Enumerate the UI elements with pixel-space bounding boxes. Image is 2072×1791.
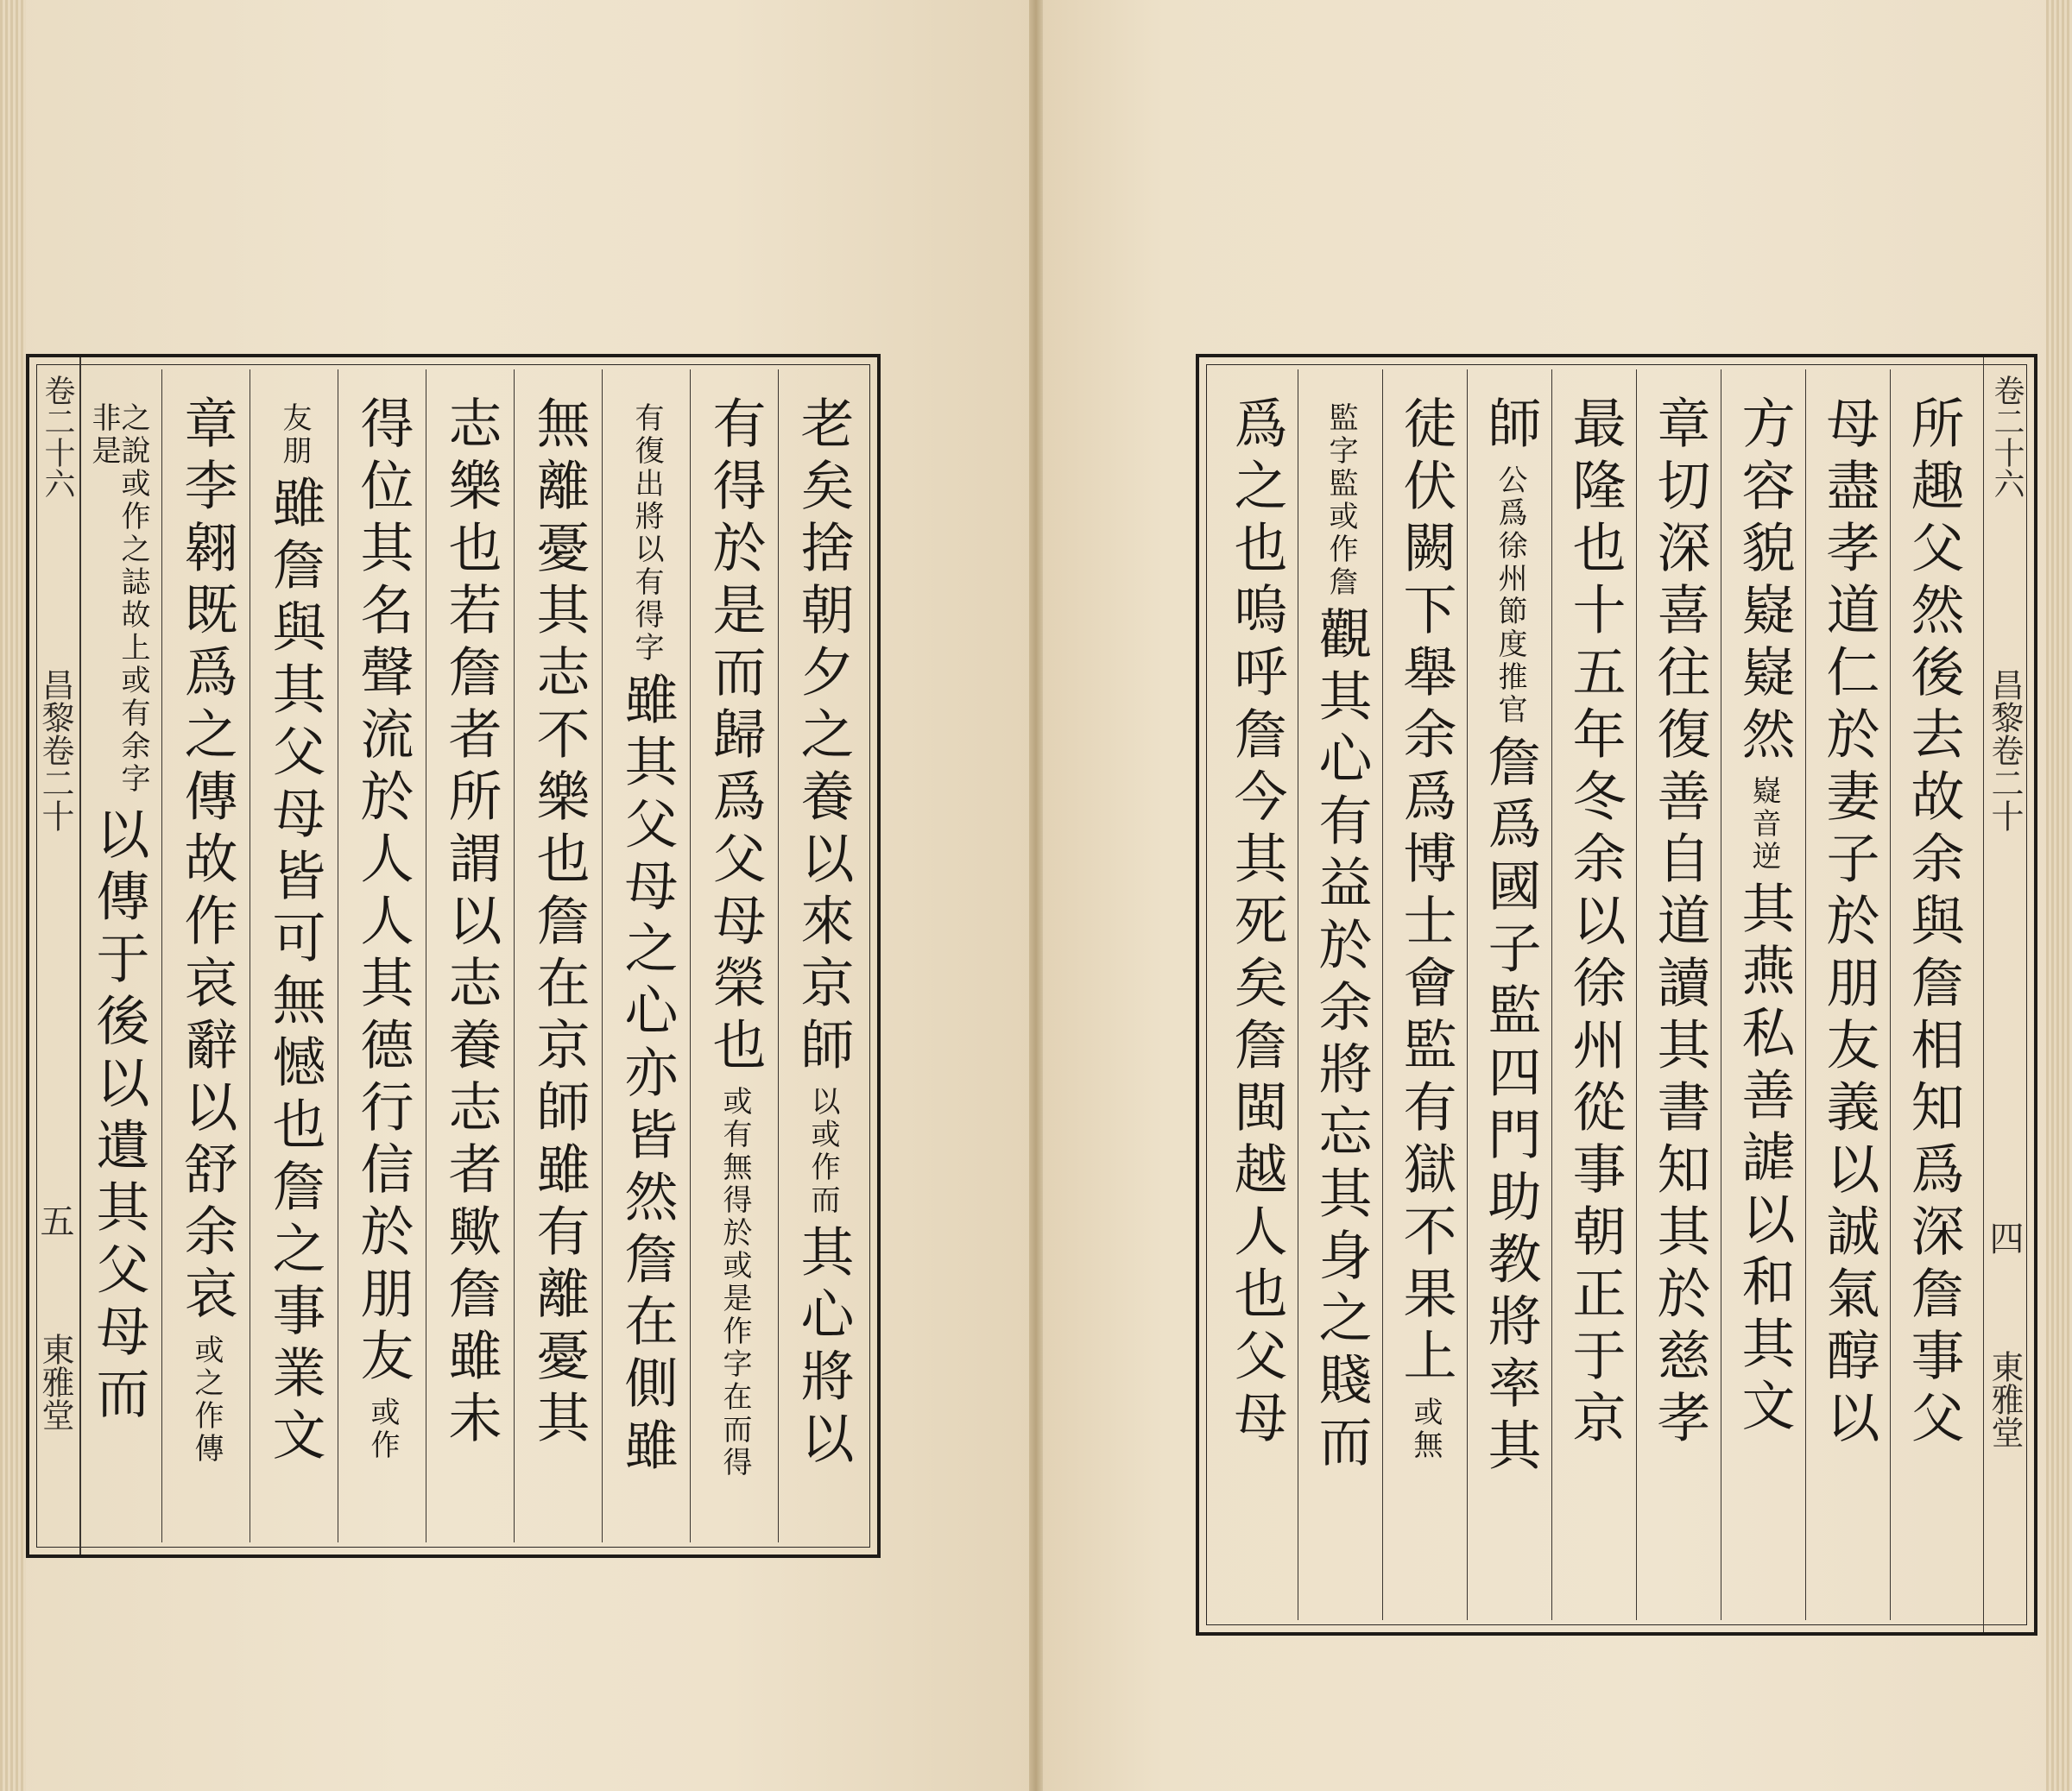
right-text-frame [1196, 354, 2037, 1636]
text-column [1637, 369, 1721, 1620]
column-rule [602, 369, 603, 1542]
text-column [338, 369, 426, 1542]
text-column [1214, 369, 1298, 1620]
main-text: 無離憂其志不樂也詹在京師雖有離憂其 [527, 395, 591, 1452]
commentary-text: 有復出將以有得字 [629, 402, 664, 665]
column-rule [1298, 369, 1299, 1620]
main-text: 章李翱既爲之傳故作哀辭以舒余哀 [175, 395, 238, 1327]
main-text: 徒伏闕下舉余爲博士會監有獄不果上 [1394, 395, 1457, 1390]
text-column [1383, 369, 1468, 1620]
main-text: 爲之也嗚呼詹今其死矣詹閩越人也父母 [1225, 395, 1288, 1452]
main-text: 章切深喜往復善自道讀其書知其於慈孝 [1648, 395, 1711, 1452]
column-rule [690, 369, 692, 1542]
column-rule [1805, 369, 1807, 1620]
text-column [1468, 369, 1552, 1620]
column-rule [1890, 369, 1892, 1620]
column-rule [161, 369, 163, 1542]
commentary-text: 或無 [1408, 1397, 1443, 1462]
banxin-hall: 東雅堂 [1986, 1350, 2024, 1448]
main-text: 雖詹與其父母皆可無憾也詹之事業文 [263, 475, 326, 1469]
text-column [1552, 369, 1637, 1620]
column-rule [1721, 369, 1722, 1620]
text-column [603, 369, 691, 1542]
page-edge [2046, 0, 2072, 1791]
text-column [250, 369, 338, 1542]
text-column [1721, 369, 1806, 1620]
commentary-text: 監字監或作詹 [1323, 402, 1358, 599]
commentary-text: 或之作傳 [189, 1334, 224, 1466]
main-text: 老矣捨朝夕之養以來京師 [792, 395, 855, 1079]
text-column [779, 369, 867, 1542]
column-rule [1382, 369, 1384, 1620]
column-rule [1551, 369, 1553, 1620]
text-column [426, 369, 515, 1542]
main-text: 所趣父然後去故余與詹相知爲深詹事父 [1902, 395, 1965, 1452]
text-column [1806, 369, 1891, 1620]
main-text: 其心將以 [792, 1224, 855, 1473]
column-rule [338, 369, 339, 1542]
banxin-folio: 五 [35, 1203, 74, 1238]
banxin-folio: 四 [1984, 1220, 2024, 1255]
page-edge [0, 0, 26, 1791]
main-text: 志樂也若詹者所謂以志養志者歟詹雖未 [439, 395, 502, 1452]
left-text-frame [26, 354, 881, 1558]
commentary-text: 以或作而 [805, 1086, 840, 1217]
main-text: 其燕私善謔以和其文 [1733, 880, 1796, 1440]
main-text: 詹爲國子監四門助教將率其 [1479, 734, 1542, 1479]
text-column [162, 369, 250, 1542]
main-text: 師 [1479, 395, 1542, 457]
main-text: 最隆也十五年冬余以徐州從事朝正于京 [1563, 395, 1627, 1452]
column-rule [514, 369, 515, 1542]
banxin-volume: 卷二十六 [1989, 375, 2025, 499]
column-rule [778, 369, 780, 1542]
column-rule [1636, 369, 1638, 1620]
banxin-border [1983, 357, 1985, 1632]
main-text: 以傳于後以遺其父母而 [87, 806, 150, 1428]
column-rule [250, 369, 251, 1542]
commentary-text: 或作 [365, 1397, 400, 1462]
main-text: 觀其心有益於余將忘其身之賤而 [1310, 606, 1373, 1476]
main-text: 有得於是而歸爲父母榮也 [704, 395, 767, 1079]
commentary-text: 或有無得於或是作字在而得 [717, 1086, 752, 1479]
banxin-hall: 東雅堂 [36, 1333, 74, 1431]
text-column [515, 369, 603, 1542]
column-rule [1467, 369, 1469, 1620]
banxin-volume: 卷二十六 [40, 375, 75, 499]
commentary-text: 公爲徐州節度推官 [1493, 464, 1527, 727]
text-column [74, 369, 162, 1542]
column-rule [426, 369, 427, 1542]
main-text: 得位其名聲流於人人其德行信於朋友 [351, 395, 414, 1390]
commentary-text: 友朋 [277, 402, 312, 468]
commentary-text: 嶷音逆 [1747, 775, 1781, 873]
banxin-title: 昌黎卷二十 [36, 668, 74, 832]
left-banxin [35, 357, 79, 1555]
commentary-text: 之說或作之誌故上或有余字非是 [86, 402, 150, 796]
text-column [1298, 369, 1383, 1620]
main-text: 母盡孝道仁於妻子於朋友義以誠氣醇以 [1817, 395, 1880, 1452]
book-gutter [1029, 0, 1043, 1791]
banxin-title: 昌黎卷二十 [1986, 668, 2024, 832]
text-column [1891, 369, 1975, 1620]
main-text: 方容貌嶷嶷然 [1733, 395, 1796, 768]
text-column [691, 369, 779, 1542]
banxin-border [79, 357, 81, 1555]
right-banxin [1984, 357, 2029, 1632]
main-text: 雖其父母之心亦皆然詹在側雖 [616, 672, 679, 1479]
